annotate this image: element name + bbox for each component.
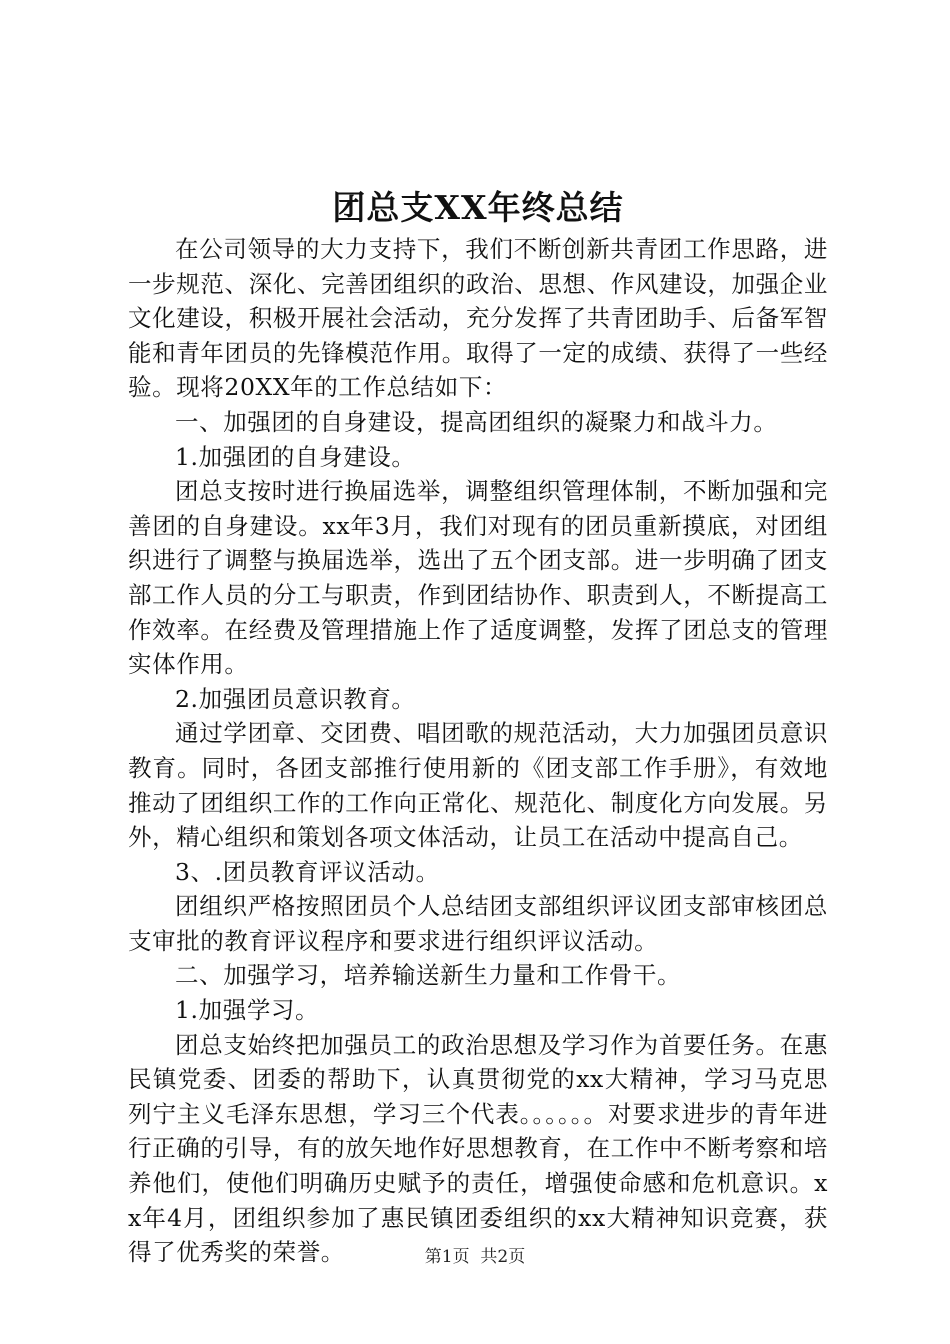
paragraph-intro: 在公司领导的大力支持下，我们不断创新共青团工作思路，进一步规范、深化、完善团组织的政治、思想、作风建设，加强企业文化建设，积极开展社会活动，充分发挥了共青团助手、后备军智能和青年团员的先锋模范作用。取得了一定的成绩、获得了一些经验。现将20XX年的工作总结如下： <box>128 235 828 402</box>
document-body <box>128 232 828 1270</box>
section-heading-2: 二、加强学习，培养输送新生力量和工作骨干。 <box>175 961 682 990</box>
paragraph-1-2: 通过学团章、交团费、唱团歌的规范活动，大力加强团员意识教育。同时，各团支部推行使用新的《团支部工作手册》，有效地推动了团组织工作的工作向正常化、规范化、制度化方向发展。另外，精心组织和策划各项文体活动，让员工在活动中提高自己。 <box>128 719 828 852</box>
subheading-2-1: 1.加强学习。 <box>175 996 320 1025</box>
section-heading-1: 一、加强团的自身建设，提高团组织的凝聚力和战斗力。 <box>175 407 778 436</box>
paragraph-1-3: 团组织严格按照团员个人总结团支部组织评议团支部审核团总支审批的教育评议程序和要求进行组织评议活动。 <box>128 892 828 955</box>
subheading-1-2: 2.加强团员意识教育。 <box>175 684 416 713</box>
subheading-1-3: 3、.团员教育评议活动。 <box>175 857 440 886</box>
page-number-footer: 第1页 共2页 <box>424 1247 526 1267</box>
paragraph-1-1: 团总支按时进行换届选举，调整组织管理体制，不断加强和完善团的自身建设。xx年3月，我们对现有的团员重新摸底，对团组织进行了调整与换届选举，选出了五个团支部。进一步明确了团支部工作人员的分工与职责，作到团结协作、职责到人，不断提高工作效率。在经费及管理措施上作了适度调整，发挥了团总支的管理实体作用。 <box>128 477 828 679</box>
document-page <box>128 0 828 1344</box>
document-title: 团总支XX年终总结 <box>332 188 624 227</box>
subheading-1-1: 1.加强团的自身建设。 <box>175 442 416 471</box>
paragraph-2-1: 团总支始终把加强员工的政治思想及学习作为首要任务。在惠民镇党委、团委的帮助下，认真贯彻党的xx大精神，学习马克思列宁主义毛泽东思想，学习三个代表。。。。。。对要求进步的青年进行正确的引导，有的放矢地作好思想教育，在工作中不断考察和培养他们，使他们明确历史赋予的责任，增强使命感和危机意识。xx年4月，团组织参加了惠民镇团委组织的xx大精神知识竞赛，获得了优秀奖的荣誉。 <box>128 1030 828 1267</box>
